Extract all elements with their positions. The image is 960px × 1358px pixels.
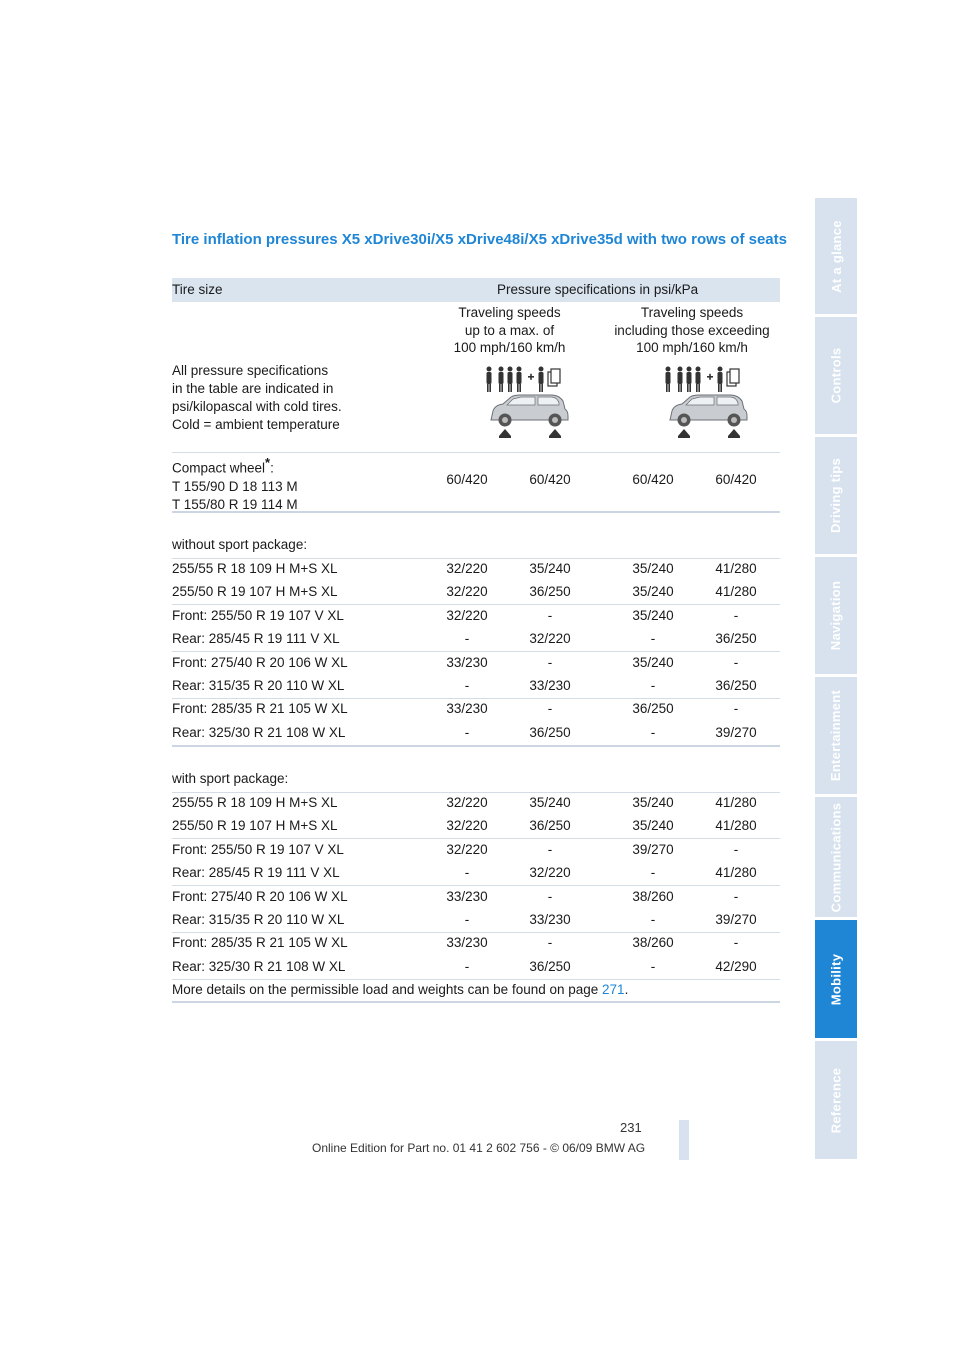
speed-heading-2: Traveling speeds including those exceeding 100 mph/160 km/h bbox=[614, 305, 770, 355]
tire-size-label: 255/55 R 18 109 H M+S XL bbox=[172, 561, 338, 576]
pressure-value: 35/240 bbox=[632, 818, 674, 834]
pressure-value: 42/290 bbox=[715, 958, 757, 974]
tire-size-label: Front: 275/40 R 20 106 W XL bbox=[172, 888, 348, 904]
vehicle-load-icon bbox=[656, 364, 756, 442]
tab-reference[interactable]: Reference bbox=[815, 1041, 857, 1159]
pressure-value: 36/250 bbox=[632, 701, 674, 717]
pressure-value: 35/240 bbox=[632, 795, 674, 810]
pressure-value: 32/220 bbox=[446, 607, 488, 623]
pressure-value: - bbox=[464, 724, 470, 740]
pressure-value: - bbox=[547, 841, 553, 857]
tire-size-label: Rear: 285/45 R 19 111 V XL bbox=[172, 865, 340, 881]
pressure-value: 36/250 bbox=[529, 818, 571, 834]
tire-size-label: Front: 255/50 R 19 107 V XL bbox=[172, 841, 344, 857]
pressure-value: - bbox=[464, 865, 470, 881]
pressure-value: - bbox=[733, 654, 739, 670]
tire-size-label: Rear: 325/30 R 21 108 W XL bbox=[172, 958, 346, 974]
pressure-value: 36/250 bbox=[529, 724, 571, 740]
pressure-value: - bbox=[650, 631, 656, 647]
pressure-value: 33/230 bbox=[446, 654, 488, 670]
tire-size-label: Rear: 285/45 R 19 111 V XL bbox=[172, 631, 340, 647]
pressure-value: 35/240 bbox=[529, 795, 571, 810]
pressure-value: 35/240 bbox=[632, 561, 674, 576]
page-link[interactable]: 271 bbox=[602, 982, 625, 997]
table-row bbox=[172, 909, 780, 932]
pressure-value: - bbox=[547, 654, 553, 670]
tire-pressure-table bbox=[172, 278, 780, 997]
pressure-value: 32/220 bbox=[446, 818, 488, 834]
page-number-bar bbox=[679, 1120, 689, 1160]
table-row bbox=[172, 628, 780, 651]
pressure-value: 39/270 bbox=[715, 724, 757, 740]
tire-size-label: Front: 285/35 R 21 105 W XL bbox=[172, 935, 348, 951]
row-divider bbox=[172, 979, 780, 980]
pressure-value: 32/220 bbox=[446, 561, 488, 576]
compact-wheel-values: 60/420 60/420 60/420 60/420 bbox=[446, 472, 757, 487]
pressure-value: 32/220 bbox=[446, 584, 488, 600]
page-number: 231 bbox=[620, 1120, 642, 1135]
tab-controls[interactable]: Controls bbox=[815, 317, 857, 434]
pressure-value: 41/280 bbox=[715, 561, 757, 576]
pressure-value: - bbox=[650, 865, 656, 881]
table-row bbox=[172, 839, 780, 862]
table-row bbox=[172, 652, 780, 675]
tire-size-label: 255/55 R 18 109 H M+S XL bbox=[172, 795, 338, 810]
pressure-value: 35/240 bbox=[632, 654, 674, 670]
table-row bbox=[172, 886, 780, 909]
tire-size-label: Rear: 315/35 R 20 110 W XL bbox=[172, 912, 345, 927]
pressure-value: - bbox=[464, 958, 470, 974]
pressure-value: 41/280 bbox=[715, 795, 757, 810]
table-row bbox=[172, 932, 780, 955]
section-divider bbox=[172, 511, 780, 513]
pressure-value: - bbox=[733, 701, 739, 717]
pressure-value: - bbox=[733, 841, 739, 857]
section-divider bbox=[172, 745, 780, 747]
pressure-value: 32/220 bbox=[446, 841, 488, 857]
pressure-value: - bbox=[650, 724, 656, 740]
pressure-value: 41/280 bbox=[715, 584, 757, 600]
pressure-value: - bbox=[547, 607, 553, 623]
pressure-value: 36/250 bbox=[715, 631, 757, 647]
pressure-value: 38/260 bbox=[632, 888, 674, 904]
pressure-value: 36/250 bbox=[529, 584, 571, 600]
section-without-sport: without sport package: bbox=[172, 537, 308, 552]
pressure-value: - bbox=[650, 912, 656, 927]
tire-size-label: Front: 275/40 R 20 106 W XL bbox=[172, 654, 348, 670]
col-tire-size: Tire size bbox=[172, 282, 223, 297]
tab-navigation[interactable]: Navigation bbox=[815, 557, 857, 674]
tire-size-label: 255/50 R 19 107 H M+S XL bbox=[172, 584, 338, 600]
pressure-value: 32/220 bbox=[529, 865, 571, 881]
table-row bbox=[172, 698, 780, 721]
pressure-value: - bbox=[547, 935, 553, 951]
pressure-value: 33/230 bbox=[529, 912, 571, 927]
table-row bbox=[172, 956, 780, 979]
online-edition-note: Online Edition for Part no. 01 41 2 602 756 - © 06/09 BMW AG bbox=[312, 1141, 646, 1155]
pressure-value: - bbox=[733, 935, 739, 951]
table-header bbox=[172, 278, 780, 303]
tab-at-a-glance[interactable]: At a glance bbox=[815, 198, 857, 314]
pressure-value: 41/280 bbox=[715, 865, 757, 881]
table-row bbox=[172, 815, 780, 838]
pressure-value: 36/250 bbox=[529, 958, 571, 974]
pressure-value: - bbox=[733, 607, 739, 623]
vehicle-load-icon bbox=[477, 364, 577, 442]
table-row bbox=[172, 675, 780, 698]
compact-wheel-label: Compact wheel*: T 155/90 D 18 113 M T 155/80 R 19 114 M bbox=[172, 455, 298, 512]
pressure-value: 32/220 bbox=[446, 795, 488, 810]
pressure-value: 33/230 bbox=[446, 935, 488, 951]
pressure-value: 38/260 bbox=[632, 935, 674, 951]
section-with-sport: with sport package: bbox=[172, 771, 289, 786]
speed-heading-1: Traveling speeds up to a max. of 100 mph/160 km/h bbox=[453, 305, 566, 355]
pressure-value: - bbox=[464, 631, 470, 647]
tab-mobility[interactable]: Mobility bbox=[815, 920, 857, 1038]
pressure-value: - bbox=[547, 701, 553, 717]
tab-communications[interactable]: Communications bbox=[815, 797, 857, 917]
pressure-value: 36/250 bbox=[715, 678, 757, 693]
pressure-value: 35/240 bbox=[632, 584, 674, 600]
pressure-value: 35/240 bbox=[632, 607, 674, 623]
pressure-value: - bbox=[733, 888, 739, 904]
pressure-value: - bbox=[547, 888, 553, 904]
tab-entertainment[interactable]: Entertainment bbox=[815, 677, 857, 794]
tire-size-label: Rear: 325/30 R 21 108 W XL bbox=[172, 724, 346, 740]
tire-size-label: Front: 285/35 R 21 105 W XL bbox=[172, 701, 348, 717]
pressure-value: - bbox=[650, 678, 656, 693]
tab-driving-tips[interactable]: Driving tips bbox=[815, 437, 857, 554]
section-divider bbox=[172, 1001, 780, 1003]
table-row bbox=[172, 605, 780, 628]
tire-size-label: Front: 255/50 R 19 107 V XL bbox=[172, 607, 344, 623]
pressure-value: 39/270 bbox=[715, 912, 757, 927]
table-row bbox=[172, 792, 780, 815]
pressure-value: 33/230 bbox=[446, 888, 488, 904]
table-row bbox=[172, 581, 780, 604]
pressure-value: 32/220 bbox=[529, 631, 571, 647]
tire-size-label: 255/50 R 19 107 H M+S XL bbox=[172, 818, 338, 834]
footnote: More details on the permissible load and weights can be found on page 271. bbox=[172, 982, 629, 997]
col-pressure: Pressure specifications in psi/kPa bbox=[497, 282, 699, 297]
pressure-value: 39/270 bbox=[632, 841, 674, 857]
page-title: Tire inflation pressures X5 xDrive30i/X5 xDrive48i/X5 xDrive35d with two rows of seats bbox=[172, 231, 787, 248]
row-divider bbox=[172, 452, 780, 453]
pressure-value: 33/230 bbox=[446, 701, 488, 717]
table-row bbox=[172, 862, 780, 885]
table-row bbox=[172, 558, 780, 581]
pressure-note: All pressure specifications in the table are indicated in psi/kilopascal with cold tires. Cold = ambient temperature bbox=[172, 363, 342, 432]
pressure-value: 35/240 bbox=[529, 561, 571, 576]
pressure-value: - bbox=[650, 958, 656, 974]
pressure-value: 41/280 bbox=[715, 818, 757, 834]
pressure-value: - bbox=[464, 678, 470, 693]
tire-size-label: Rear: 315/35 R 20 110 W XL bbox=[172, 678, 345, 693]
pressure-value: - bbox=[464, 912, 470, 927]
pressure-value: 33/230 bbox=[529, 678, 571, 693]
table-row bbox=[172, 722, 780, 745]
